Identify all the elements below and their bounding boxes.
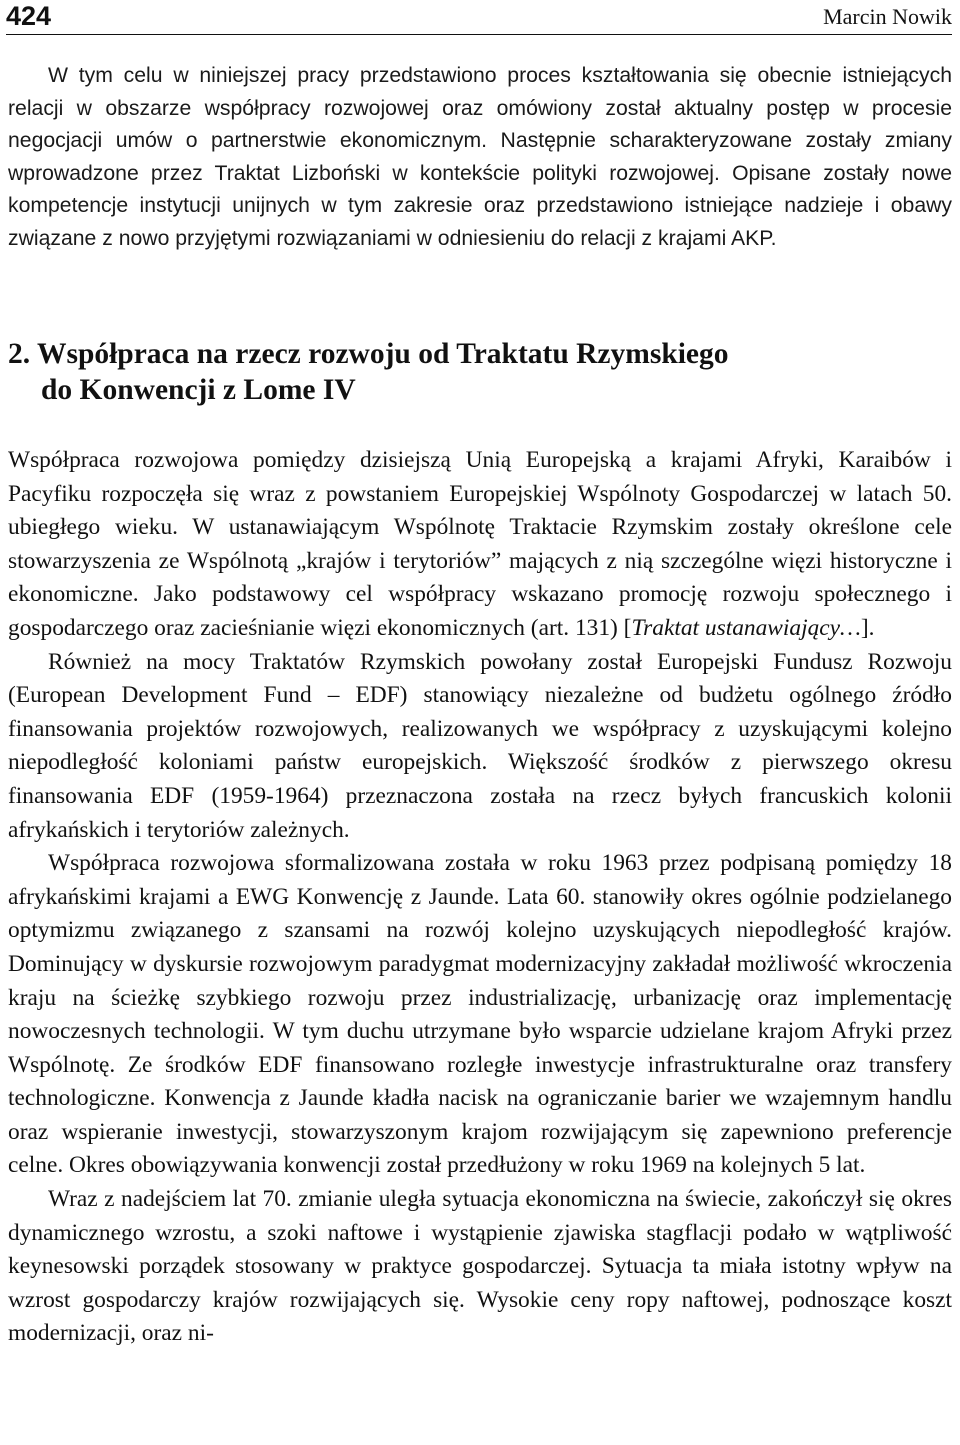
intro-block xyxy=(8,60,952,255)
section-heading-line-2: do Konwencji z Lome IV xyxy=(41,374,356,406)
section-body xyxy=(8,444,952,1351)
running-head-author: Marcin Nowik xyxy=(823,4,952,29)
body-paragraph-2: Również na mocy Traktatów Rzymskich powołany został Europejski Fundusz Rozwoju (European Development Fund – EDF) stanowiący niezależne od budżetu ogólnego źródło finansowania projektów rozwojowych, realizowanych we współpracy z uzyskującymi kolejno niepodległość koloniami państw europejskich. Większość środków z pierwszego okresu finansowania EDF (1959-1964) przeznaczona została na rzecz byłych francuskich kolonii afrykańskich i terytoriów zależnych. xyxy=(8,648,952,843)
intro-paragraph: W tym celu w niniejszej pracy przedstawiono proces kształtowania się obecnie istniejących relacji w obszarze współpracy rozwojowej oraz omówiony został aktualny postęp w procesie negocjacji umów o partnerstwie ekonomicznym. Następnie scharakteryzowane zostały zmiany wprowadzone przez Traktat Lizboński w kontekście polityki rozwojowej. Opisane zostały nowe kompetencje instytucji unijnych w tym zakresie oraz przedstawiono istniejące nadzieje i obawy związane z nowo przyjętymi rozwiązaniami w odniesieniu do relacji z krajami AKP. xyxy=(8,64,952,250)
body-paragraph-4: Wraz z nadejściem lat 70. zmianie uległa sytuacja ekonomiczna na świecie, zakończył się okres dynamicznego wzrostu, a szoki naftowe i wystąpienie zjawiska stagflacji podało w wątpliwość keynesowski porządek stosowany w praktyce gospodarczej. Sytuacja ta miała istotny wpływ na wzrost gospodarczy krajów rozwijających się. Wysokie ceny ropy naftowej, podnoszące koszt modernizacji, oraz ni- xyxy=(8,1186,952,1347)
section-heading xyxy=(8,336,952,408)
body-paragraph-3: Współpraca rozwojowa sformalizowana została w roku 1963 przez podpisaną pomiędzy 18 afrykańskimi krajami a EWG Konwencję z Jaunde. Lata 60. stanowiły okres ogólnie podzielanego optymizmu związanego z szansami na rozwój kolejno uzyskujących niepodległość krajów. Dominujący w dyskursie rozwojowym paradygmat modernizacyjny zakładał możliwość wkroczenia kraju na ścieżkę szybkiego rozwoju przez industrializację, urbanizację oraz implementację nowoczesnych technologii. W tym duchu utrzymane było wsparcie udzielane krajom Afryki przez Wspólnotę. Ze środków EDF finansowano rozległe inwestycje infrastrukturalne oraz transfery technologiczne. Konwencja z Jaunde kładła nacisk na ograniczanie barier we wzajemnym handlu oraz wspieranie inwestycji, stowarzyszonym krajom rozwijającym się zapewniono preferencje celne. Okres obowiązywania konwencji został przedłużony w roku 1969 na kolejnych 5 lat. xyxy=(8,850,952,1179)
page-number: 424 xyxy=(6,1,52,31)
running-header xyxy=(6,0,952,35)
body-paragraph-1 xyxy=(8,444,952,646)
body-paragraph-1-text: Współpraca rozwojowa pomiędzy dzisiejszą Unią Europejską a krajami Afryki, Karaibów i Pacyfiku rozpoczęła się wraz z powstaniem Europejskiej Wspólnoty Gospodarczej w latach 50. ubiegłego wieku. W ustanawiającym Wspólnotę Traktacie Rzymskim zostały określone cele stowarzyszenia ze Wspólnotą „krajów i terytoriów” mających z nią szczególne więzi historyczne i ekonomiczne. Jako podstawowy cel współpracy wskazano promocję rozwoju społecznego i gospodarczego oraz zacieśnianie więzi ekonomicznych (art. 131) [ xyxy=(8,447,952,641)
section-heading-line-1: 2. Współpraca na rzecz rozwoju od Traktatu Rzymskiego xyxy=(8,338,729,370)
body-paragraph-1-end: ]. xyxy=(860,614,875,641)
treaty-citation: Traktat ustanawiający… xyxy=(631,614,861,641)
